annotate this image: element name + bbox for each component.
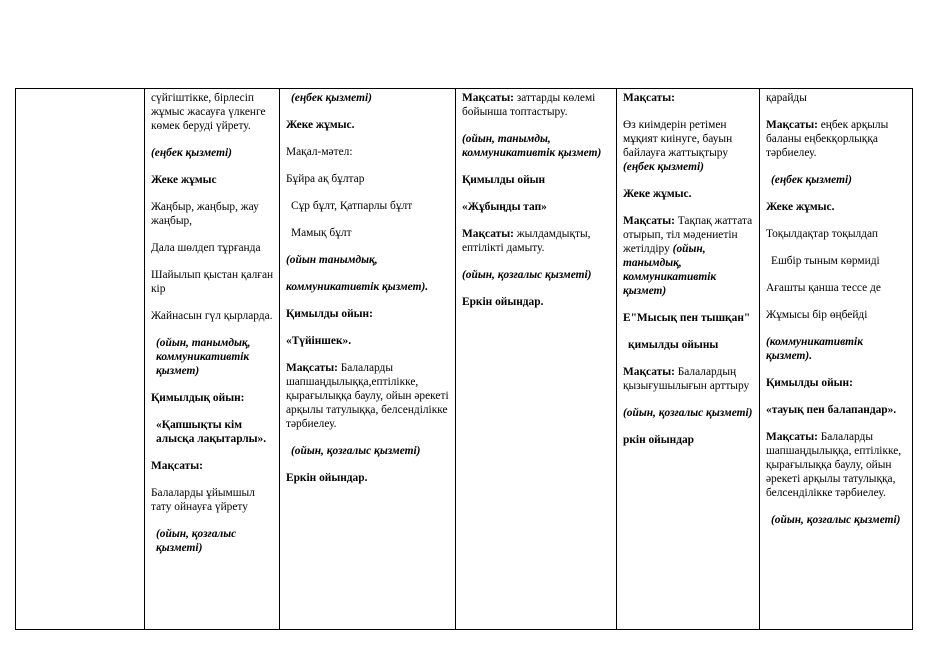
cell-paragraph: «Қапшықты кім алысқа лақытарлы».: [156, 419, 267, 445]
cell-paragraph: Қимылдық ойын:: [151, 392, 245, 404]
cell-paragraph: Мақсаты:: [151, 460, 203, 472]
table-cell-col6: [760, 89, 913, 630]
cell-paragraph: (еңбек қызметі): [771, 174, 852, 186]
table-cell-col5: [617, 89, 760, 630]
cell-paragraph: Е"Мысық пен тышқан": [623, 312, 751, 324]
cell-paragraph: [286, 361, 451, 431]
cell-paragraph: (ойын, қозғалыс қызметі): [771, 514, 901, 526]
cell-paragraph: [623, 118, 755, 174]
cell-paragraph: [623, 365, 755, 393]
paragraph-run: (ойын, танымдық, коммуникативтік қызмет): [623, 243, 717, 297]
paragraph-run: жылдамдықты, ептілікті дамыту.: [462, 228, 591, 254]
cell-paragraph: (ойын танымдық,: [286, 254, 378, 266]
table-cell-col1: [16, 89, 145, 630]
cell-paragraph: [623, 214, 755, 298]
cell-paragraph: коммуникативтік қызмет).: [286, 281, 429, 293]
cell-paragraph: Қимылды ойын:: [286, 308, 373, 320]
paragraph-run: (еңбек қызметі): [623, 161, 704, 173]
table-cell-col3: [280, 89, 456, 630]
cell-paragraph: Жеке жұмыс.: [286, 119, 355, 131]
cell-paragraph: Жайнасын гүл қырларда.: [151, 310, 273, 322]
paragraph-run: Балаларды шапшаңдылыққа,ептілікке, қырағылыққа баулу, ойын әрекеті арқылы татулыққа, белсенділікке тәрбиелеу.: [286, 362, 449, 430]
cell-paragraph: [462, 91, 612, 119]
cell-paragraph: (ойын, қозғалыс қызметі): [156, 528, 237, 554]
paragraph-run: Мақсаты:: [462, 228, 514, 240]
cell-paragraph: Мақсаты:: [623, 92, 675, 104]
paragraph-run: Балалардың қызығушылығын арттыру: [623, 366, 750, 392]
cell-paragraph: (коммуникативтік қызмет).: [766, 336, 863, 362]
cell-paragraph: Еркін ойындар.: [462, 296, 544, 308]
paragraph-run: Тақпақ жаттата отырып, тіл мәдениетін жетілдіру: [623, 215, 753, 255]
paragraph-run: Мақсаты:: [286, 362, 338, 374]
paragraph-run: еңбек арқылы баланы еңбекқорлыққа тәрбиелеу.: [766, 119, 889, 159]
cell-paragraph: «Жұбыңды тап»: [462, 201, 547, 213]
paragraph-run: Мақсаты:: [623, 366, 675, 378]
cell-paragraph: (ойын, қозғалыс қызметі): [462, 269, 592, 281]
cell-paragraph: (ойын, қозғалыс қызметі): [291, 445, 421, 457]
paragraph-run: Мақсаты:: [462, 92, 514, 104]
cell-paragraph: [766, 430, 908, 500]
cell-paragraph: (еңбек қызметі): [151, 147, 232, 159]
paragraph-run: заттарды көлемі бойынша топтастыру.: [462, 92, 596, 118]
paragraph-run: Мақсаты:: [766, 119, 818, 131]
cell-paragraph: [766, 118, 908, 160]
cell-paragraph: Ешбір тыным көрмиді: [771, 255, 880, 267]
plan-table: [15, 88, 913, 630]
cell-paragraph: (ойын, қозғалыс қызметі): [623, 407, 753, 419]
cell-paragraph: қарайды: [766, 92, 807, 104]
cell-paragraph: «Түйіншек».: [286, 335, 352, 347]
cell-paragraph: Жеке жұмыс: [151, 174, 217, 186]
paragraph-run: Мақсаты:: [766, 431, 818, 443]
table-row: [16, 89, 913, 630]
cell-paragraph: [462, 227, 612, 255]
cell-paragraph: Дала шөлдеп тұрғанда: [151, 242, 261, 254]
paragraph-run: Балаларды шапшаңдылыққа, ептілікке, қырағылыққа баулу, ойын әрекеті арқылы татулыққа, белсенділікке тәрбиелеу.: [766, 431, 902, 499]
cell-paragraph: Мамық бұлт: [291, 227, 352, 239]
cell-paragraph: (ойын, танымдық, коммуникативтік қызмет): [156, 337, 251, 377]
cell-paragraph: сүйгіштікке, бірлесіп жұмыс жасауға үлкенге көмек беруді үйрету.: [151, 92, 266, 132]
cell-paragraph: «тауық пен балапандар».: [766, 404, 897, 416]
cell-paragraph: қимылды ойыны: [628, 339, 719, 351]
cell-paragraph: ркін ойындар: [623, 434, 694, 446]
cell-paragraph: Жеке жұмыс.: [766, 201, 835, 213]
cell-paragraph: Шайылып қыстан қалған кір: [151, 269, 274, 295]
paragraph-run: Өз киімдерін ретімен мұқият киінуге, бауын байлауға жаттықтыру: [623, 119, 733, 159]
cell-paragraph: Мақал-мәтел:: [286, 146, 353, 158]
cell-paragraph: Бұйра ақ бұлтар: [286, 173, 365, 185]
cell-paragraph: Жеке жұмыс.: [623, 188, 692, 200]
cell-paragraph: Тоқылдақтар тоқылдап: [766, 228, 878, 240]
cell-paragraph: (ойын, танымды, коммуникативтік қызмет): [462, 133, 602, 159]
cell-paragraph: Жұмысы бір өңбейді: [766, 309, 868, 321]
cell-paragraph: (еңбек қызметі): [291, 92, 372, 104]
cell-paragraph: Сұр бұлт, Қатпарлы бұлт: [291, 200, 413, 212]
cell-paragraph: Қимылды ойын: [462, 174, 546, 186]
table-cell-col2: [145, 89, 280, 630]
cell-paragraph: Балаларды ұйымшыл тату ойнауға үйрету: [151, 487, 255, 513]
cell-paragraph: Еркін ойындар.: [286, 472, 368, 484]
cell-paragraph: Қимылды ойын:: [766, 377, 853, 389]
cell-paragraph: Ағашты қанша тессе де: [766, 282, 881, 294]
table-cell-col4: [456, 89, 617, 630]
cell-paragraph: Жаңбыр, жаңбыр, жау жаңбыр,: [151, 201, 259, 227]
paragraph-run: Мақсаты:: [623, 215, 675, 227]
